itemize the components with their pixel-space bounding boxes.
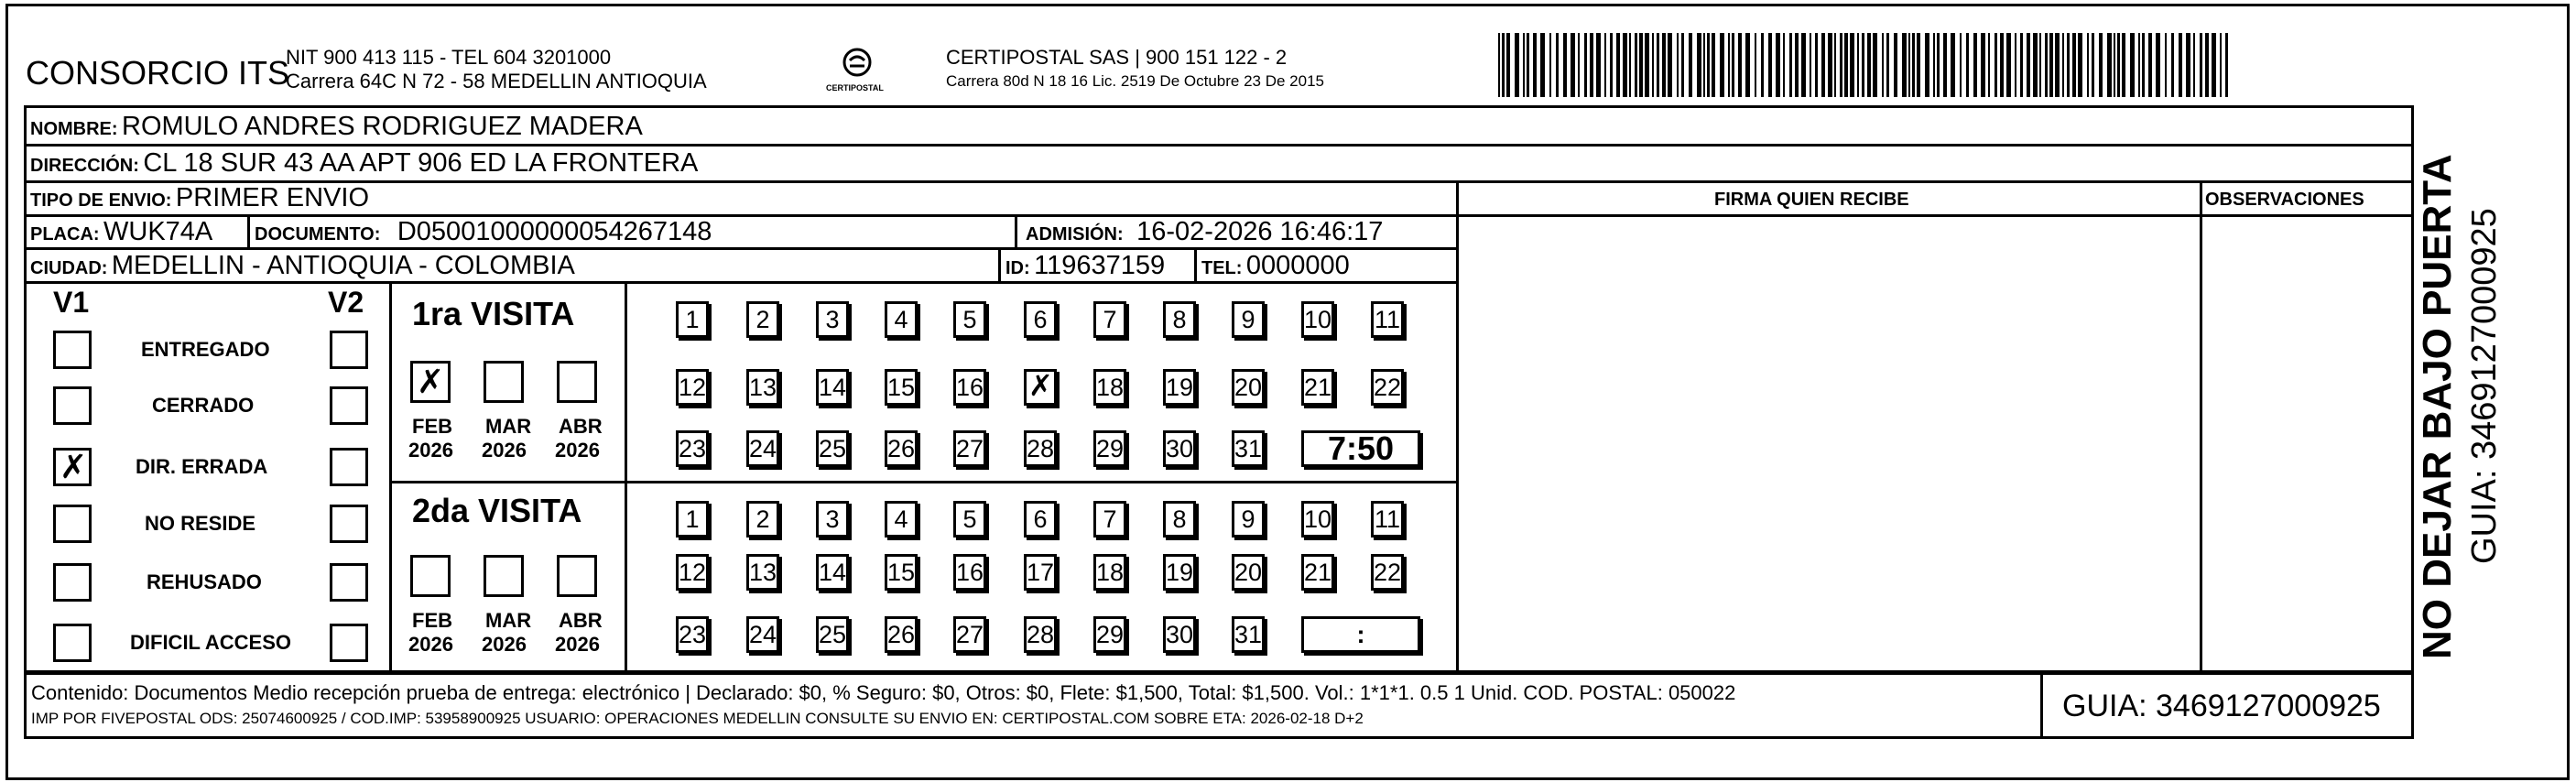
second-visit-title: 2da VISITA — [412, 492, 582, 529]
id-cell — [1005, 253, 1165, 279]
certipostal-logo — [826, 44, 885, 99]
day-box[interactable]: 27 — [953, 616, 986, 653]
barcode-bar — [2049, 33, 2053, 97]
status-label: DIFICIL ACCESO — [130, 631, 292, 654]
barcode-bar — [1873, 33, 1877, 97]
day-box[interactable]: 2 — [746, 501, 779, 538]
admision-value: 16-02-2026 16:46:17 — [1136, 217, 1384, 246]
barcode-bar — [1783, 33, 1785, 97]
v2-checkbox[interactable] — [330, 563, 368, 602]
barcode-bar — [1527, 33, 1529, 97]
day-box[interactable]: 5 — [953, 301, 986, 338]
ciudad-cell — [30, 253, 575, 279]
barcode-bar — [1502, 33, 1505, 97]
barcode-bar — [2039, 33, 2041, 97]
day-box[interactable]: 24 — [746, 430, 779, 467]
barcode-bar — [1533, 33, 1537, 97]
v1-header: V1 — [53, 286, 90, 319]
barcode-bar — [2107, 33, 2112, 97]
barcode-bar — [1657, 33, 1659, 97]
barcode-bar — [1960, 33, 1962, 97]
month-label: ABR — [559, 415, 603, 438]
day-box[interactable]: 10 — [1301, 501, 1334, 538]
barcode-bar — [1857, 33, 1859, 97]
day-box[interactable]: 1 — [676, 501, 709, 538]
day-box[interactable]: 8 — [1163, 501, 1196, 538]
barcode-bar — [1834, 33, 1836, 97]
day-box[interactable]: 19 — [1163, 369, 1196, 406]
day-box[interactable]: 22 — [1371, 554, 1404, 591]
v1-checkbox[interactable] — [53, 448, 92, 486]
barcode-bar — [1728, 33, 1730, 97]
side-guia: GUIA: 3469127000925 — [2465, 208, 2504, 564]
v2-checkbox[interactable] — [330, 386, 368, 425]
barcode-bar — [2225, 33, 2228, 97]
barcode-bar — [2130, 33, 2135, 97]
v2-checkbox[interactable] — [330, 331, 368, 369]
direccion-value: CL 18 SUR 43 AA APT 906 ED LA FRONTERA — [143, 148, 699, 178]
barcode-bar — [1584, 33, 1587, 97]
first-visit-title: 1ra VISITA — [412, 295, 575, 332]
barcode-bar — [2027, 33, 2030, 97]
barcode-bar — [1966, 33, 1969, 97]
day-box[interactable]: 7 — [1093, 301, 1126, 338]
documento-value: D05001000000054267148 — [397, 217, 712, 246]
day-box[interactable]: 29 — [1093, 616, 1126, 653]
day-box[interactable]: 31 — [1232, 616, 1265, 653]
day-box[interactable]: 18 — [1093, 554, 1126, 591]
day-box[interactable]: 31 — [1232, 430, 1265, 467]
day-box[interactable]: 16 — [953, 369, 986, 406]
day-box[interactable]: 26 — [885, 616, 918, 653]
day-box[interactable]: 11 — [1371, 301, 1404, 338]
barcode-bar — [1776, 33, 1780, 97]
day-box[interactable]: 28 — [1024, 430, 1057, 467]
barcode-bar — [1828, 33, 1832, 97]
barcode-bar — [2015, 33, 2016, 97]
id-value: 119637159 — [1034, 251, 1166, 280]
placa-value: WUK74A — [103, 217, 213, 246]
day-box[interactable]: 12 — [676, 369, 709, 406]
barcode-bar — [1668, 33, 1672, 97]
tipo-envio-label: TIPO DE ENVIO: — [30, 190, 172, 211]
barcode-bar — [2045, 33, 2048, 97]
day-box[interactable]: 1 — [676, 301, 709, 338]
barcode-bar — [1882, 33, 1884, 97]
status-label: ENTREGADO — [141, 338, 270, 361]
barcode-bar — [1610, 33, 1613, 97]
barcode-bar — [1850, 33, 1854, 97]
day-box[interactable]: 27 — [953, 430, 986, 467]
barcode-bar — [1761, 33, 1764, 97]
barcode-bar — [2072, 33, 2076, 97]
footer-impresion: IMP POR FIVEPOSTAL ODS: 25074600925 / COD.IMP: 53958900925 USUARIO: OPERACIONES MEDELLIN CONSULTE SU ENVIO EN: CERTIPOSTAL.COM SOBRE ETA: 2026-02-18 D+2 — [31, 710, 1364, 727]
barcode-bar — [1689, 33, 1692, 97]
barcode-bar — [1795, 33, 1799, 97]
v2-checkbox[interactable] — [330, 624, 368, 662]
barcode-bar — [1988, 33, 1990, 97]
year-label: 2026 — [408, 633, 453, 656]
barcode-bar — [1902, 33, 1907, 97]
status-label: NO RESIDE — [145, 512, 256, 535]
day-box[interactable]: 13 — [746, 369, 779, 406]
barcode-bar — [1840, 33, 1842, 97]
barcode-bar — [1662, 33, 1666, 97]
day-box[interactable]: 28 — [1024, 616, 1057, 653]
direccion-row — [30, 150, 698, 177]
barcode-bar — [1712, 33, 1715, 97]
barcode-bar — [1571, 33, 1575, 97]
day-box[interactable]: 30 — [1163, 430, 1196, 467]
day-box[interactable]: 20 — [1232, 554, 1265, 591]
barcode-bar — [1549, 33, 1551, 97]
day-box[interactable]: 23 — [676, 430, 709, 467]
month-label: MAR — [485, 415, 532, 438]
barcode-bar — [2122, 33, 2125, 97]
barcode-bar — [1867, 33, 1871, 97]
certipostal-line: CERTIPOSTAL SAS | 900 151 122 - 2 — [946, 46, 1288, 69]
day-box[interactable]: 8 — [1163, 301, 1196, 338]
barcode-bar — [1639, 33, 1643, 97]
year-label: 2026 — [555, 439, 600, 462]
v1-checkbox[interactable] — [53, 505, 92, 543]
day-box[interactable]: 22 — [1371, 369, 1404, 406]
footer-guia: GUIA: 3469127000925 — [2062, 689, 2381, 723]
barcode-bar — [1973, 33, 1977, 97]
barcode-bar — [1703, 33, 1705, 97]
second-visit-time[interactable]: : — [1301, 616, 1420, 653]
barcode-bar — [2138, 33, 2140, 97]
barcode-bar — [1604, 33, 1606, 97]
first-visit-time[interactable]: 7:50 — [1301, 430, 1420, 467]
day-box[interactable] — [1024, 369, 1057, 406]
day-box[interactable]: 18 — [1093, 369, 1126, 406]
month-label: FEB — [412, 609, 452, 632]
v2-header: V2 — [328, 286, 364, 319]
day-box[interactable]: 12 — [676, 554, 709, 591]
day-box[interactable]: 19 — [1163, 554, 1196, 591]
tipo-envio-value: PRIMER ENVIO — [175, 183, 370, 212]
barcode-bar — [1623, 33, 1627, 97]
day-box[interactable]: 15 — [885, 369, 918, 406]
barcode-bar — [1925, 33, 1929, 97]
barcode-bar — [2142, 33, 2145, 97]
month-checkbox[interactable] — [410, 555, 451, 597]
admision-cell — [1026, 219, 1383, 245]
direccion-label: DIRECCIÓN: — [30, 156, 139, 176]
day-box[interactable]: 9 — [1232, 301, 1265, 338]
day-box[interactable]: 5 — [953, 501, 986, 538]
barcode-bar — [2193, 33, 2195, 97]
day-box[interactable]: 14 — [816, 369, 849, 406]
day-box[interactable]: 4 — [885, 301, 918, 338]
barcode-bar — [1886, 33, 1889, 97]
barcode-bar — [1943, 33, 1947, 97]
month-checkbox[interactable] — [557, 555, 597, 597]
nombre-label: NOMBRE: — [30, 119, 118, 139]
barcode-bar — [1515, 33, 1519, 97]
tel-value: 0000000 — [1245, 251, 1350, 280]
barcode-bar — [2212, 33, 2216, 97]
check-mark: ✗ — [417, 364, 445, 401]
barcode-bar — [2000, 33, 2004, 97]
barcode-bar — [1596, 33, 1601, 97]
certipostal-address-line: Carrera 80d N 18 16 Lic. 2519 De Octubre 23 De 2015 — [946, 72, 1324, 90]
barcode-bar — [1506, 33, 1510, 97]
barcode-bar — [1917, 33, 1920, 97]
barcode-bar — [1563, 33, 1567, 97]
barcode-bar — [1745, 33, 1750, 97]
v1-checkbox[interactable] — [53, 331, 92, 369]
barcode-bar — [2186, 33, 2190, 97]
barcode-bar — [1768, 33, 1772, 97]
barcode-bar — [1912, 33, 1915, 97]
barcode-bar — [1616, 33, 1620, 97]
v1-checkbox[interactable] — [53, 563, 92, 602]
barcode-bar — [1981, 33, 1985, 97]
barcode-bar — [2165, 33, 2167, 97]
check-mark: ✗ — [1028, 368, 1053, 403]
day-box[interactable]: 11 — [1371, 501, 1404, 538]
day-box[interactable]: 20 — [1232, 369, 1265, 406]
barcode-bar — [1844, 33, 1848, 97]
day-box[interactable]: 2 — [746, 301, 779, 338]
day-box[interactable]: 25 — [816, 430, 849, 467]
barcode-bar — [1815, 33, 1818, 97]
day-box[interactable]: 6 — [1024, 501, 1057, 538]
logo-text: CERTIPOSTAL — [826, 83, 884, 92]
placa-label: PLACA: — [30, 224, 100, 244]
month-label: MAR — [485, 609, 532, 632]
barcode-bar — [2179, 33, 2182, 97]
barcode-bar — [2200, 33, 2202, 97]
barcode-bar — [1994, 33, 1997, 97]
barcode-bar — [2171, 33, 2174, 97]
company-nit-line: NIT 900 413 115 - TEL 604 3201000 — [286, 46, 612, 69]
id-label: ID: — [1005, 258, 1030, 278]
barcode-bar — [1732, 33, 1734, 97]
barcode-bar — [1652, 33, 1654, 97]
day-box[interactable]: 25 — [816, 616, 849, 653]
status-label: DIR. ERRADA — [136, 455, 268, 478]
barcode-bar — [1645, 33, 1649, 97]
barcode-bar — [1681, 33, 1684, 97]
status-label: CERRADO — [152, 394, 255, 417]
day-box[interactable]: 7 — [1093, 501, 1126, 538]
day-box[interactable]: 24 — [746, 616, 779, 653]
barcode-bar — [1951, 33, 1955, 97]
nombre-value: ROMULO ANDRES RODRIGUEZ MADERA — [122, 112, 643, 141]
footer-contenido: Contenido: Documentos Medio recepción prueba de entrega: electrónico | Declarado: $0, % Seguro: $0, Otros: $0, Flete: $1,500, Total: $1,500. Vol.: 1*1*1. 0.5 1 Unid. COD. POSTAL: 050022 — [31, 681, 1736, 704]
day-box[interactable]: 26 — [885, 430, 918, 467]
barcode-bar — [1578, 33, 1580, 97]
barcode-bar — [2033, 33, 2038, 97]
barcode-bar — [1720, 33, 1724, 97]
barcode-bar — [1498, 33, 1500, 97]
barcode-bar — [2092, 33, 2094, 97]
barcode-bar — [1908, 33, 1910, 97]
documento-label: DOCUMENTO: — [255, 224, 381, 244]
day-box[interactable]: 6 — [1024, 301, 1057, 338]
day-box[interactable]: 15 — [885, 554, 918, 591]
barcode-bar — [2062, 33, 2064, 97]
barcode-bar — [1697, 33, 1701, 97]
side-warning: NO DEJAR BAJO PUERTA — [2415, 154, 2460, 659]
barcode-bar — [1894, 33, 1897, 97]
documento-cell — [255, 219, 712, 245]
barcode — [1498, 33, 2231, 97]
main-table — [24, 105, 2414, 673]
year-label: 2026 — [482, 439, 527, 462]
barcode-bar — [1810, 33, 1811, 97]
v2-checkbox[interactable] — [330, 448, 368, 486]
month-checkbox[interactable] — [557, 361, 597, 403]
day-box[interactable]: 29 — [1093, 430, 1126, 467]
month-label: ABR — [559, 609, 603, 632]
barcode-bar — [1635, 33, 1637, 97]
admision-label: ADMISIÓN: — [1026, 224, 1124, 244]
ciudad-label: CIUDAD: — [30, 258, 108, 278]
day-box[interactable]: 4 — [885, 501, 918, 538]
barcode-bar — [1590, 33, 1593, 97]
company-name: CONSORCIO ITS — [26, 54, 290, 92]
day-box[interactable]: 21 — [1301, 369, 1334, 406]
barcode-bar — [2055, 33, 2060, 97]
barcode-bar — [2099, 33, 2103, 97]
barcode-bar — [1755, 33, 1756, 97]
barcode-bar — [2087, 33, 2089, 97]
day-box[interactable]: 10 — [1301, 301, 1334, 338]
v1-checkbox[interactable] — [53, 624, 92, 662]
day-box[interactable]: 3 — [816, 501, 849, 538]
barcode-bar — [1738, 33, 1742, 97]
day-box[interactable]: 16 — [953, 554, 986, 591]
barcode-bar — [2067, 33, 2070, 97]
firma-header: FIRMA QUIEN RECIBE — [1714, 190, 1909, 210]
observaciones-header: OBSERVACIONES — [2205, 190, 2364, 210]
barcode-bar — [1707, 33, 1710, 97]
barcode-bar — [1937, 33, 1940, 97]
day-box[interactable]: 3 — [816, 301, 849, 338]
barcode-bar — [1677, 33, 1679, 97]
month-checkbox[interactable] — [410, 361, 451, 403]
barcode-bar — [2020, 33, 2023, 97]
barcode-bar — [2078, 33, 2082, 97]
tipo-envio-row — [30, 185, 369, 212]
day-box[interactable]: 21 — [1301, 554, 1334, 591]
year-label: 2026 — [408, 439, 453, 462]
barcode-bar — [1862, 33, 1864, 97]
barcode-bar — [1556, 33, 1559, 97]
barcode-bar — [2220, 33, 2222, 97]
month-checkbox[interactable] — [484, 361, 524, 403]
tel-cell — [1201, 253, 1350, 279]
v2-checkbox[interactable] — [330, 505, 368, 543]
check-mark: ✗ — [60, 449, 88, 486]
barcode-bar — [1789, 33, 1792, 97]
year-label: 2026 — [555, 633, 600, 656]
status-label: REHUSADO — [147, 570, 262, 593]
ciudad-value: MEDELLIN - ANTIOQUIA - COLOMBIA — [111, 251, 575, 280]
month-checkbox[interactable] — [484, 555, 524, 597]
placa-cell — [30, 219, 212, 245]
barcode-bar — [2114, 33, 2115, 97]
nombre-row — [30, 114, 643, 140]
v1-checkbox[interactable] — [53, 386, 92, 425]
barcode-bar — [2205, 33, 2209, 97]
day-box[interactable]: 23 — [676, 616, 709, 653]
barcode-bar — [1821, 33, 1825, 97]
barcode-bar — [2117, 33, 2120, 97]
day-box[interactable]: 30 — [1163, 616, 1196, 653]
barcode-bar — [2148, 33, 2152, 97]
barcode-bar — [1629, 33, 1631, 97]
day-box[interactable]: 14 — [816, 554, 849, 591]
month-label: FEB — [412, 415, 452, 438]
barcode-bar — [1933, 33, 1935, 97]
day-box[interactable]: 17 — [1024, 554, 1057, 591]
company-address-line: Carrera 64C N 72 - 58 MEDELLIN ANTIOQUIA — [286, 70, 707, 92]
tel-label: TEL: — [1201, 258, 1243, 278]
barcode-bar — [1523, 33, 1525, 97]
barcode-bar — [2006, 33, 2011, 97]
barcode-bar — [1540, 33, 1545, 97]
barcode-bar — [2156, 33, 2160, 97]
barcode-bar — [1801, 33, 1806, 97]
day-box[interactable]: 13 — [746, 554, 779, 591]
year-label: 2026 — [482, 633, 527, 656]
day-box[interactable]: 9 — [1232, 501, 1265, 538]
